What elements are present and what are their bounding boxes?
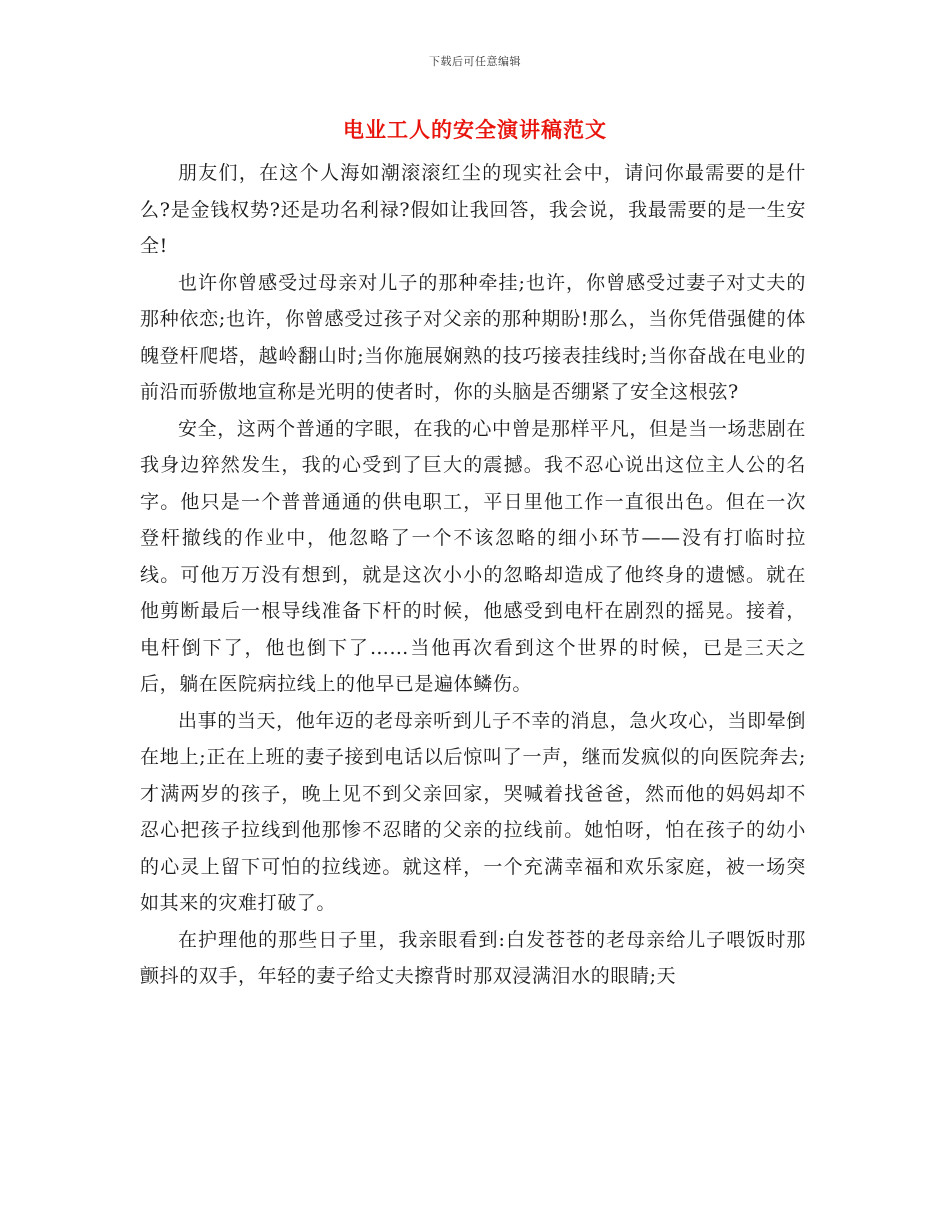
paragraph: 也许你曾感受过母亲对儿子的那种牵挂;也许，你曾感受过妻子对丈夫的那种依恋;也许，你曾感受过孩子对父亲的那种期盼!那么，当你凭借强健的体魄登杆爬塔，越岭翻山时;当你施展娴熟的技巧接表挂线时;当你奋战在电业的前沿而骄傲地宣称是光明的使者时，你的头脑是否绷紧了安全这根弦? <box>140 271 806 403</box>
document-body <box>140 155 806 995</box>
paragraph: 在护理他的那些日子里，我亲眼看到:白发苍苍的老母亲给儿子喂饭时那颤抖的双手，年轻的妻子给丈夫擦背时那双浸满泪水的眼睛;天 <box>140 928 806 987</box>
paragraph: 朋友们，在这个人海如潮滚滚红尘的现实社会中，请问你最需要的是什么?是金钱权势?还是功名利禄?假如让我回答，我会说，我最需要的是一生安全! <box>140 162 806 257</box>
document-title: 电业工人的安全演讲稿范文 <box>343 117 607 142</box>
paragraph: 安全，这两个普通的字眼，在我的心中曾是那样平凡，但是当一场悲剧在我身边猝然发生，我的心受到了巨大的震撼。我不忍心说出这位主人公的名字。他只是一个普普通通的供电职工，平日里他工作一直很出色。但在一次登杆撤线的作业中，他忽略了一个不该忽略的细小环节——没有打临时拉线。可他万万没有想到，就是这次小小的忽略却造成了他终身的遗憾。就在他剪断最后一根导线准备下杆的时候，他感受到电杆在剧烈的摇晃。接着，电杆倒下了，他也倒下了……当他再次看到这个世界的时候，已是三天之后，躺在医院病拉线上的他早已是遍体鳞伤。 <box>140 417 806 695</box>
paragraph: 出事的当天，他年迈的老母亲听到儿子不幸的消息，急火攻心，当即晕倒在地上;正在上班的妻子接到电话以后惊叫了一声，继而发疯似的向医院奔去;才满两岁的孩子，晚上见不到父亲回家，哭喊着找爸爸，然而他的妈妈却不忍心把孩子拉线到他那惨不忍睹的父亲的拉线前。她怕呀，怕在孩子的幼小的心灵上留下可怕的拉线迹。就这样，一个充满幸福和欢乐家庭，被一场突如其来的灾难打破了。 <box>140 709 806 914</box>
header-note: 下载后可任意编辑 <box>429 55 521 68</box>
